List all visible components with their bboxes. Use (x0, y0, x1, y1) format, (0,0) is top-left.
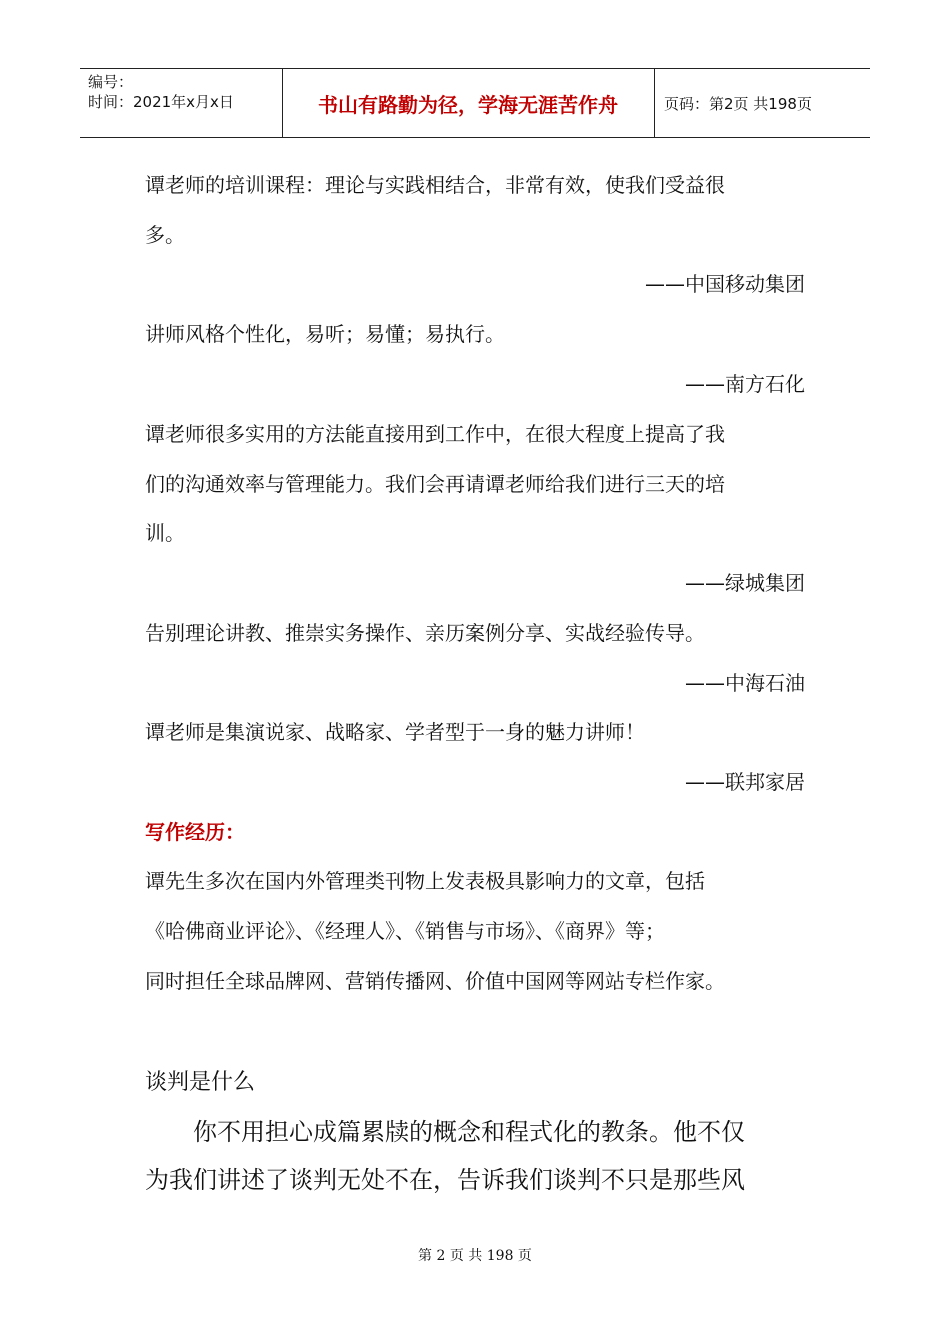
document-header (80, 68, 870, 138)
testimonial-line: 谭老师是集演说家、战略家、学者型于一身的魅力讲师！ (145, 720, 645, 744)
testimonial-line: 多。 (145, 223, 185, 247)
header-meta (88, 69, 280, 137)
header-motto: 书山有路勤为径，学海无涯苦作舟 (318, 92, 618, 117)
writing-heading: 写作经历： (145, 820, 245, 844)
article-line: 为我们讲述了谈判无处不在，告诉我们谈判不只是那些风 (145, 1166, 745, 1194)
writing-line: 谭先生多次在国内外管理类刊物上发表极具影响力的文章，包括 (145, 869, 705, 893)
header-page-info: 页码：第2页 共198页 (664, 94, 812, 113)
testimonial-line: 讲师风格个性化，易听；易懂；易执行。 (145, 322, 505, 346)
testimonial-source: ——南方石化 (685, 372, 805, 396)
testimonial-source: ——联邦家居 (685, 770, 805, 794)
testimonial-source: ——中海石油 (685, 671, 805, 695)
testimonial-source: ——中国移动集团 (645, 272, 805, 296)
header-divider (654, 69, 655, 137)
time-label: 时间：2021年x月x日 (88, 93, 234, 111)
writing-line: 同时担任全球品牌网、营销传播网、价值中国网等网站专栏作家。 (145, 969, 725, 993)
testimonial-line: 谭老师很多实用的方法能直接用到工作中，在很大程度上提高了我 (145, 422, 725, 446)
testimonial-source: ——绿城集团 (685, 571, 805, 595)
writing-line: 《哈佛商业评论》、《经理人》、《销售与市场》、《商界》等； (145, 919, 665, 943)
article-title: 谈判是什么 (145, 1070, 256, 1095)
number-label: 编号： (88, 73, 134, 91)
testimonial-line: 告别理论讲教、推崇实务操作、亲历案例分享、实战经验传导。 (145, 621, 705, 645)
testimonial-line: 们的沟通效率与管理能力。我们会再请谭老师给我们进行三天的培 (145, 472, 725, 496)
testimonial-line: 谭老师的培训课程：理论与实践相结合，非常有效，使我们受益很 (145, 173, 725, 197)
page-footer: 第 2 页 共 198 页 (418, 1248, 532, 1264)
article-line: 你不用担心成篇累牍的概念和程式化的教条。他不仅 (145, 1118, 745, 1146)
testimonial-line: 训。 (145, 521, 185, 545)
